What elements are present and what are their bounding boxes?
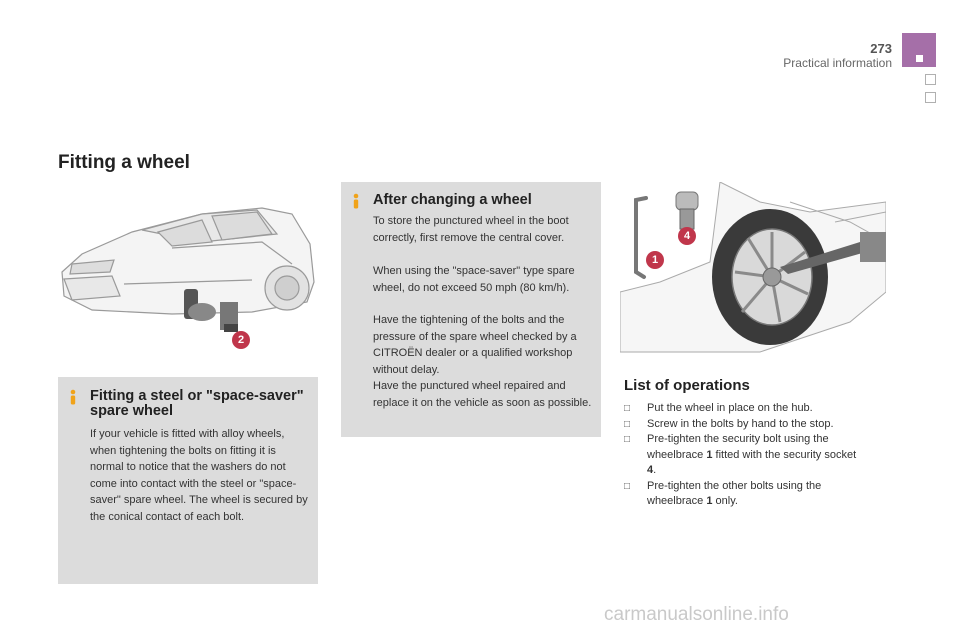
operations-list (624, 401, 864, 510)
note-body: If your vehicle is fitted with alloy wheels, when tightening the bolts on fitting it is normal to notice that the washers do not come into contact with the steel or "space-saver" spare wheel. The wheel is secured by the conical contact of each bolt. (90, 428, 308, 523)
list-item: □ Screw in the bolts by hand to the stop. (624, 417, 864, 433)
checkbox-icon: □ (624, 418, 631, 430)
note-after-changing (341, 182, 601, 437)
list-item: □ Pre-tighten the security bolt using the wheelbrace 1 fitted with the security socket 4. (624, 433, 857, 476)
list-item: □ Put the wheel in place on the hub. (624, 401, 864, 417)
car-illustration (52, 184, 322, 359)
operations-title: List of operations (624, 377, 750, 394)
chapter-tab-empty-2[interactable] (925, 92, 936, 103)
watermark: carmanualsonline.info (604, 604, 789, 625)
info-icon (66, 389, 80, 405)
chapter-tab-empty-1[interactable] (925, 74, 936, 85)
page-number: 273 (870, 41, 892, 56)
tab-marker-icon (916, 55, 923, 62)
note-paragraph-3: Have the tightening of the bolts and the pressure of the spare wheel checked by a CITROËN dealer or a qualified workshop without delay. (373, 314, 577, 376)
chapter-tab[interactable] (902, 33, 936, 67)
note-heading: After changing a wheel (373, 192, 532, 208)
checkbox-icon: □ (624, 403, 631, 414)
callout-badge-1: 1 (646, 251, 664, 269)
callout-badge-4: 4 (678, 227, 696, 245)
list-item: □ Pre-tighten the other bolts using the wheelbrace 1 only. (624, 479, 822, 507)
wheel-illustration (620, 182, 886, 362)
section-name: Practical information (783, 56, 892, 70)
page-title: Fitting a wheel (58, 152, 190, 173)
note-steel-wheel (58, 377, 318, 584)
callout-badge-2: 2 (232, 331, 250, 349)
info-icon (349, 193, 363, 209)
note-paragraph-1: To store the punctured wheel in the boot correctly, first remove the central cover. (373, 215, 569, 244)
note-heading: Fitting a steel or "space-saver" spare wheel (90, 388, 304, 419)
checkbox-icon: □ (624, 434, 631, 445)
note-paragraph-2: When using the "space-saver" type spare wheel, do not exceed 50 mph (80 km/h). (373, 265, 575, 294)
checkbox-icon: □ (624, 480, 631, 492)
note-paragraph-4: Have the punctured wheel repaired and replace it on the vehicle as soon as possible. (373, 380, 592, 409)
